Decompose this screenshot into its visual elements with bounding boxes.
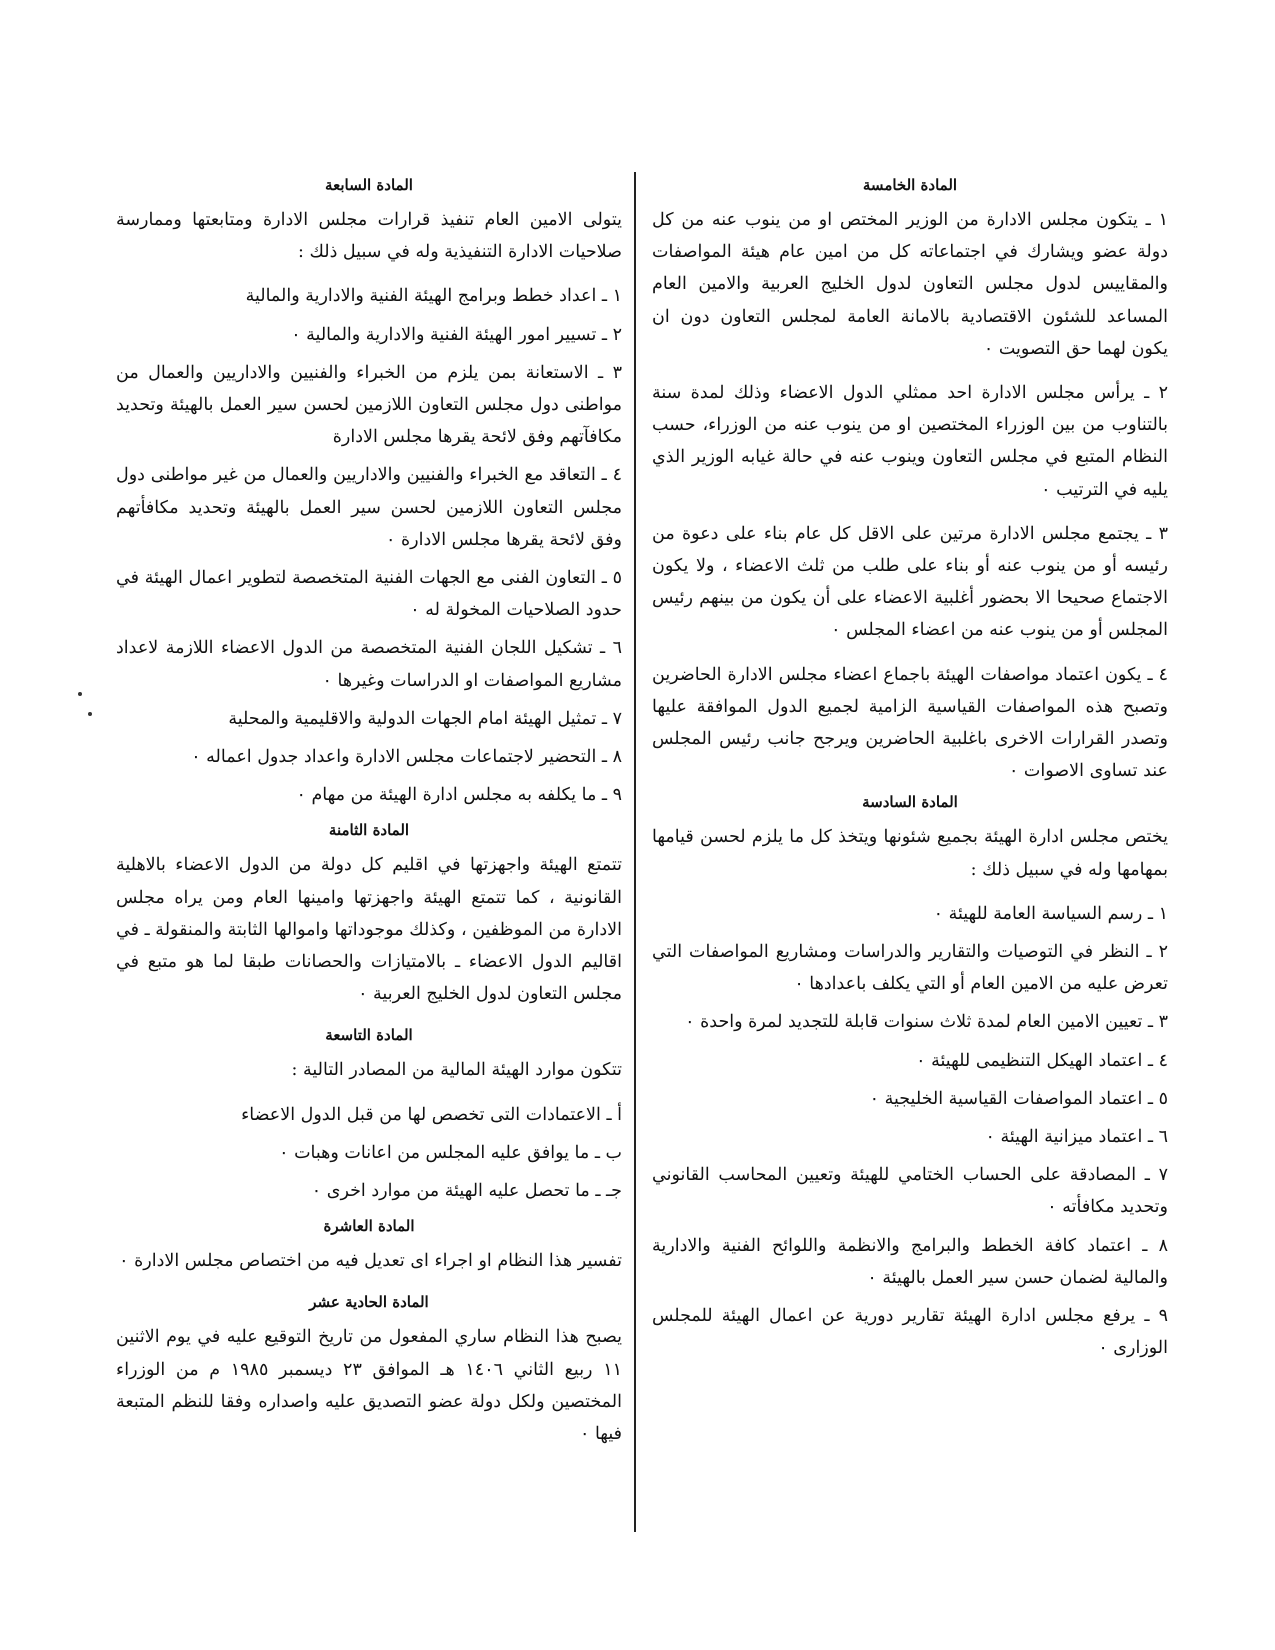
- article-9-item: ب ـ ما يوافق عليه المجلس من اعانات وهبات ٠: [279, 1142, 622, 1163]
- column-divider: [634, 172, 636, 1532]
- article-8-title: المادة الثامنة: [328, 821, 410, 840]
- article-9-item: أ ـ الاعتمادات التى تخصص لها من قبل الدول الاعضاء: [241, 1104, 622, 1125]
- article-9-intro: تتكون موارد الهيئة المالية من المصادر التالية :: [291, 1060, 622, 1081]
- article-5-clause-1: ١ ـ يتكون مجلس الادارة من الوزير المختص او من ينوب عنه من كل دولة عضو ويشارك في اجتماعاته كل من امين عام هيئة المواصفات والمقاييس لدول مجلس التعاون لدول الخليج العربية والامين العام المساعد للشئون الاقتصادية بالامانة العامة لمجلس التعاون دون ان يكون لهما حق التصويت ٠: [652, 210, 1168, 359]
- article-6-item: ٩ ـ يرفع مجلس ادارة الهيئة تقارير دورية عن اعمال الهيئة للمجلس الوزارى ٠: [652, 1306, 1168, 1359]
- article-7-item: ٥ ـ التعاون الفنى مع الجهات الفنية المتخصصة لتطوير اعمال الهيئة في حدود الصلاحيات المخولة له ٠: [116, 568, 622, 621]
- article-9-title: المادة التاسعة: [325, 1026, 413, 1045]
- scan-speck: [78, 692, 82, 696]
- article-5-clause-3: ٣ ـ يجتمع مجلس الادارة مرتين على الاقل كل عام بناء على دعوة من رئيسه أو من ينوب عنه أو بناء على طلب من ثلث الاعضاء ، ولا يكون الاجتماع صحيحا الا بحضور أغلبية الاعضاء على أن يكون من بينهم رئيس المجلس أو من ينوب عنه من اعضاء المجلس ٠: [652, 523, 1168, 641]
- article-8-text: تتمتع الهيئة واجهزتها في اقليم كل دولة من الدول الاعضاء بالاهلية القانونية ، كما تتمتع الهيئة واجهزتها وامينها العام ومن يراه مجلس الادارة من الموظفين ، وكذلك موجوداتها واموالها الثابتة والمنقولة ـ في اقاليم الدول الاعضاء ـ بالامتيازات والحصانات طبقا لما هو متبع في مجلس التعاون لدول الخليج العربية ٠: [116, 855, 622, 1005]
- article-6-item: ٧ ـ المصادقة على الحساب الختامي للهيئة وتعيين المحاسب القانوني وتحديد مكافأته ٠: [652, 1165, 1168, 1218]
- article-5-title: المادة الخامسة: [862, 176, 958, 194]
- left-column: [116, 172, 622, 1462]
- article-7-item: ٢ ـ تسيير امور الهيئة الفنية والادارية والمالية ٠: [291, 324, 622, 345]
- article-11-text: يصبح هذا النظام ساري المفعول من تاريخ التوقيع عليه في يوم الاثنين ١١ ربيع الثاني ١٤٠٦ هـ الموافق ٢٣ ديسمبر ١٩٨٥ م من الوزراء المختصين ولكل دولة عضو التصديق عليه واصداره وفقا للنظم المتبعة فيها ٠: [116, 1327, 622, 1445]
- article-6-title: المادة السادسة: [862, 793, 958, 812]
- article-6-intro: يختص مجلس ادارة الهيئة بجميع شئونها ويتخذ كل ما يلزم لحسن قيامها بمهامها وله في سبيل ذلك :: [652, 827, 1168, 880]
- article-6-item: ٨ ـ اعتماد كافة الخطط والبرامج والانظمة واللوائح الفنية والادارية والمالية لضمان حسن سير العمل بالهيئة ٠: [652, 1235, 1168, 1288]
- article-10-text: تفسير هذا النظام او اجراء اى تعديل فيه من اختصاص مجلس الادارة ٠: [119, 1251, 622, 1272]
- right-column: [652, 172, 1168, 1371]
- article-6-item: ٥ ـ اعتماد المواصفات القياسية الخليجية ٠: [869, 1088, 1168, 1109]
- article-7-intro: يتولى الامين العام تنفيذ قرارات مجلس الادارة ومتابعتها وممارسة صلاحيات الادارة التنفيذية وله في سبيل ذلك :: [116, 210, 622, 263]
- article-6-item: ٦ ـ اعتماد ميزانية الهيئة ٠: [985, 1127, 1168, 1148]
- article-7-item: ٧ ـ تمثيل الهيئة امام الجهات الدولية والاقليمية والمحلية: [228, 708, 622, 729]
- article-6-item: ٤ ـ اعتماد الهيكل التنظيمى للهيئة ٠: [916, 1050, 1168, 1071]
- article-6-item: ٢ ـ النظر في التوصيات والتقارير والدراسات ومشاريع المواصفات التي تعرض عليه من الامين العام أو التي يكلف باعدادها ٠: [652, 942, 1168, 995]
- article-7-item: ٩ ـ ما يكلفه به مجلس ادارة الهيئة من مهام ٠: [296, 785, 622, 806]
- article-5-clause-4: ٤ ـ يكون اعتماد مواصفات الهيئة باجماع اعضاء مجلس الادارة الحاضرين وتصبح هذه المواصفات القياسية الزامية لجميع الدول الموافقة عليها وتصدر القرارات الاخرى باغلبية الحاضرين ويرجح جانب رئيس المجلس عند تساوى الاصوات ٠: [652, 664, 1168, 782]
- article-6-item: ١ ـ رسم السياسة العامة للهيئة ٠: [933, 903, 1168, 924]
- article-7-item: ٦ ـ تشكيل اللجان الفنية المتخصصة من الدول الاعضاء اللازمة لاعداد مشاريع المواصفات او الدراسات وغيرها ٠: [116, 638, 622, 691]
- article-6-item: ٣ ـ تعيين الامين العام لمدة ثلاث سنوات قابلة للتجديد لمرة واحدة ٠: [685, 1012, 1168, 1033]
- article-7-item: ٣ ـ الاستعانة بمن يلزم من الخبراء والفنيين والاداريين والعمال من مواطنى دول مجلس التعاون اللازمين لحسن سير العمل بالهيئة وتحديد مكافآتهم وفق لائحة يقرها مجلس الادارة: [116, 362, 622, 448]
- article-7-title: المادة السابعة: [325, 176, 413, 194]
- article-7-item: ٤ ـ التعاقد مع الخبراء والفنيين والاداريين والعمال من غير مواطنى دول مجلس التعاون اللازمين لحسن سير العمل بالهيئة وتحديد مكافأتهم وفق لائحة يقرها مجلس الادارة ٠: [116, 465, 622, 550]
- article-7-item: ٨ ـ التحضير لاجتماعات مجلس الادارة واعداد جدول اعماله ٠: [191, 747, 622, 768]
- scan-speck: [88, 712, 92, 716]
- article-5-clause-2: ٢ ـ يرأس مجلس الادارة احد ممثلي الدول الاعضاء وذلك لمدة سنة بالتناوب من بين الوزراء المختصين او من ينوب عنه من الوزراء، حسب النظام المتبع في مجلس التعاون وينوب عنه في حالة غيابه الوزير الذي يليه في الترتيب ٠: [652, 383, 1168, 500]
- article-10-title: المادة العاشرة: [323, 1217, 415, 1236]
- article-7-item: ١ ـ اعداد خطط وبرامج الهيئة الفنية والادارية والمالية: [245, 286, 622, 307]
- article-11-title: المادة الحادية عشر: [309, 1293, 429, 1312]
- article-9-item: جـ ـ ما تحصل عليه الهيئة من موارد اخرى ٠: [311, 1181, 622, 1202]
